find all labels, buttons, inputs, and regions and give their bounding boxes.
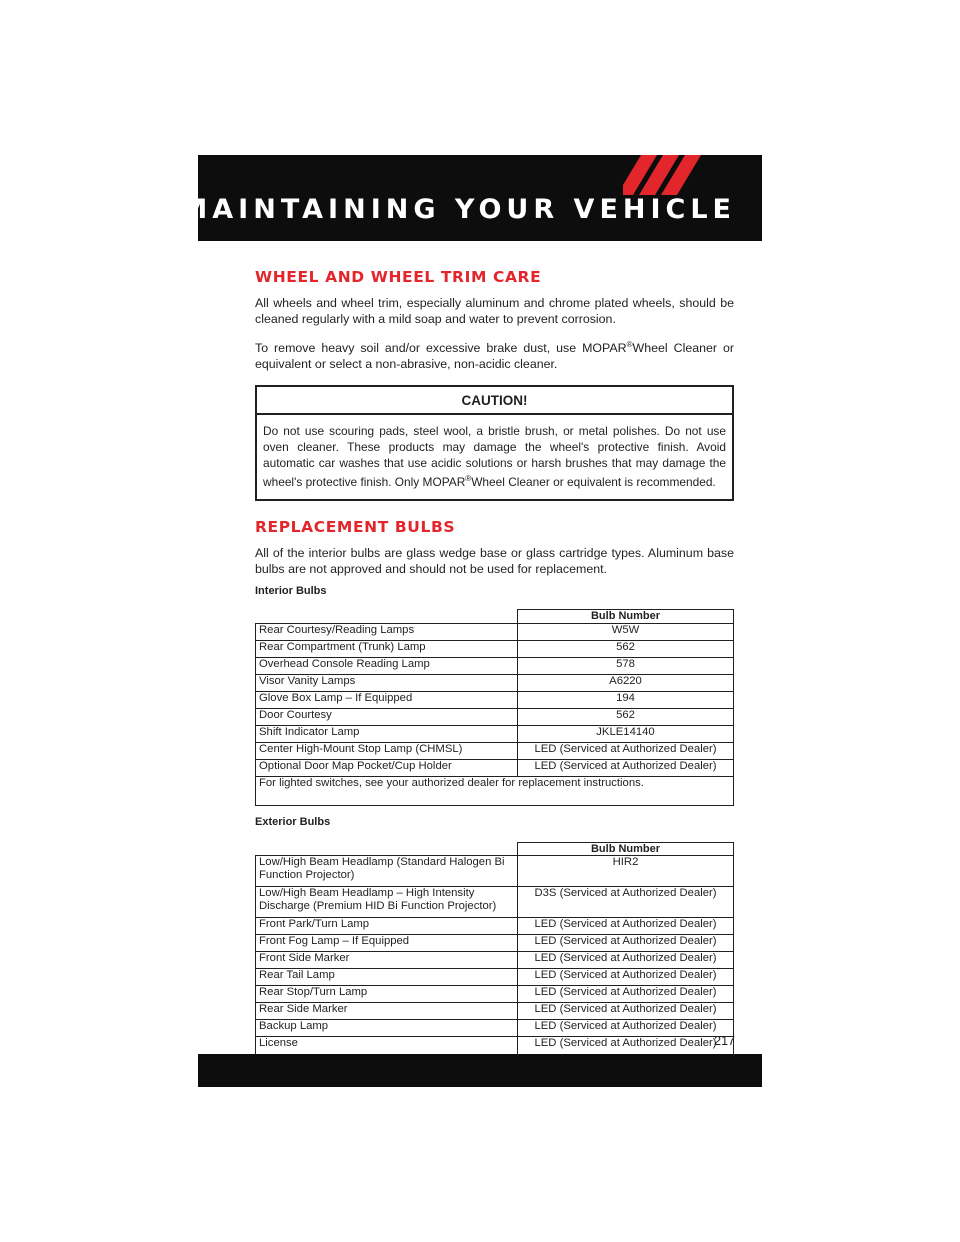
header-band: [180, 155, 762, 241]
lamp-name: Low/High Beam Headlamp (Standard Halogen Bi Function Projector): [256, 856, 518, 887]
table-row: [256, 986, 734, 1003]
lamp-name: Rear Side Marker: [256, 1003, 518, 1020]
bulb-number: 578: [518, 657, 734, 674]
lamp-name: Front Park/Turn Lamp: [256, 918, 518, 935]
lamp-name: Door Courtesy: [256, 708, 518, 725]
page-content: [255, 265, 734, 1072]
interior-bulbs-table: [255, 609, 734, 806]
racing-stripes-icon: [623, 155, 713, 195]
lamp-name: Rear Courtesy/Reading Lamps: [256, 623, 518, 640]
column-header: Bulb Number: [518, 610, 734, 624]
footer-band: [198, 1054, 762, 1087]
table-header-row: [256, 610, 734, 624]
table-row: [256, 708, 734, 725]
bulb-number: LED (Serviced at Authorized Dealer): [518, 1020, 734, 1037]
table-row: [256, 623, 734, 640]
bulb-number: LED (Serviced at Authorized Dealer): [518, 918, 734, 935]
table-row: [256, 657, 734, 674]
table-row: [256, 1003, 734, 1020]
interior-note: For lighted switches, see your authorized dealer for replacement instructions.: [256, 776, 734, 805]
table-row: [256, 887, 734, 918]
table-row: [256, 725, 734, 742]
lamp-name: Rear Stop/Turn Lamp: [256, 986, 518, 1003]
exterior-bulbs-table: [255, 842, 734, 1073]
page-number: 217: [714, 1034, 735, 1048]
table-row: [256, 1020, 734, 1037]
replacement-bulbs-heading: REPLACEMENT BULBS: [255, 518, 456, 537]
bulb-number: LED (Serviced at Authorized Dealer): [518, 952, 734, 969]
bulb-number: D3S (Serviced at Authorized Dealer): [518, 887, 734, 918]
lamp-name: Optional Door Map Pocket/Cup Holder: [256, 759, 518, 776]
interior-bulbs-label: Interior Bulbs: [255, 585, 327, 598]
caution-text: Do not use scouring pads, steel wool, a bristle brush, or metal polishes. Do not use oven cleaner. These products may damage the wheel's protective finish. Avoid automatic car washes that use acidic solutions or harsh brushes that may damage the wheel's protective finish. Only MOPAR®Wheel Cleaner or equivalent is recommended.: [263, 424, 726, 490]
table-row: [256, 742, 734, 759]
table-row: [256, 640, 734, 657]
bulb-number: LED (Serviced at Authorized Dealer): [518, 1003, 734, 1020]
bulb-number: LED (Serviced at Authorized Dealer): [518, 969, 734, 986]
bulb-number: 562: [518, 708, 734, 725]
bulb-number: LED (Serviced at Authorized Dealer): [518, 1037, 734, 1072]
lamp-name: Backup Lamp: [256, 1020, 518, 1037]
table-row: [256, 759, 734, 776]
wheel-care-paragraph-1: All wheels and wheel trim, especially aluminum and chrome plated wheels, should be cleaned regularly with a mild soap and water to prevent corrosion.: [255, 296, 734, 326]
bulb-number: LED (Serviced at Authorized Dealer): [518, 742, 734, 759]
wheel-care-paragraph-2: To remove heavy soil and/or excessive brake dust, use MOPAR®Wheel Cleaner or equivalent or select a non-abrasive, non-acidic cleaner.: [255, 340, 734, 372]
lamp-name: License: [256, 1037, 518, 1072]
bulb-number: 562: [518, 640, 734, 657]
exterior-bulbs-label: Exterior Bulbs: [255, 815, 331, 828]
table-row: [256, 969, 734, 986]
bulb-number: LED (Serviced at Authorized Dealer): [518, 986, 734, 1003]
table-row: [256, 952, 734, 969]
lamp-name: Rear Tail Lamp: [256, 969, 518, 986]
lamp-name: Rear Compartment (Trunk) Lamp: [256, 640, 518, 657]
column-header: Bulb Number: [518, 842, 734, 856]
lamp-name: Center High-Mount Stop Lamp (CHMSL): [256, 742, 518, 759]
bulbs-intro: All of the interior bulbs are glass wedge base or glass cartridge types. Aluminum base bulbs are not approved and should not be used for replacement.: [255, 546, 734, 577]
table-row: [256, 856, 734, 887]
bulb-number: JKLE14140: [518, 725, 734, 742]
wheel-care-heading: WHEEL AND WHEEL TRIM CARE: [255, 268, 542, 286]
bulb-number: W5W: [518, 623, 734, 640]
bulb-number: LED (Serviced at Authorized Dealer): [518, 759, 734, 776]
lamp-name: Shift Indicator Lamp: [256, 725, 518, 742]
table-note-row: [256, 776, 734, 805]
table-row: [256, 918, 734, 935]
table-header-row: [256, 842, 734, 856]
lamp-name: Glove Box Lamp – If Equipped: [256, 691, 518, 708]
lamp-name: Low/High Beam Headlamp – High Intensity Discharge (Premium HID Bi Function Projector): [256, 887, 518, 918]
bulb-number: A6220: [518, 674, 734, 691]
table-row: [256, 935, 734, 952]
caution-box: [255, 385, 734, 501]
table-row: [256, 674, 734, 691]
lamp-name: Front Side Marker: [256, 952, 518, 969]
page-title: MAINTAINING YOUR VEHICLE: [180, 194, 736, 225]
bulb-number: HIR2: [518, 856, 734, 887]
bulb-number: LED (Serviced at Authorized Dealer): [518, 935, 734, 952]
caution-title: CAUTION!: [257, 387, 732, 415]
lamp-name: Visor Vanity Lamps: [256, 674, 518, 691]
lamp-name: Front Fog Lamp – If Equipped: [256, 935, 518, 952]
table-row: [256, 691, 734, 708]
bulb-number: 194: [518, 691, 734, 708]
lamp-name: Overhead Console Reading Lamp: [256, 657, 518, 674]
